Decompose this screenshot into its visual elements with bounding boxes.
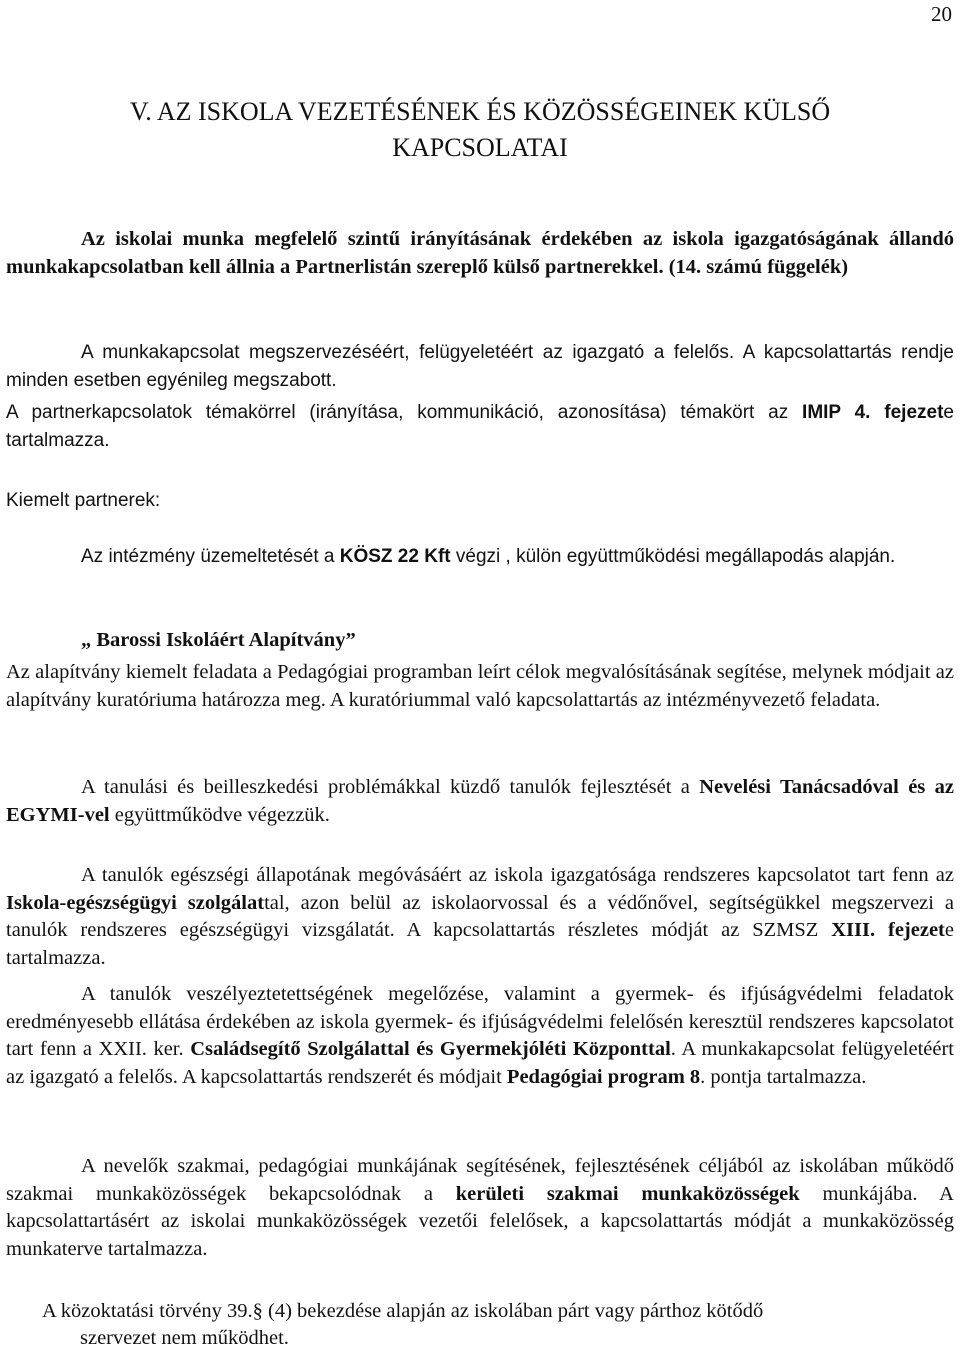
barossi-text: Az alapítvány kiemelt feladata a Pedagógiai programban leírt célok megvalósításának segítése, melynek módjait az alapítvány kuratóriuma határozza meg. A kuratóriummal való kapcsolattartás az intézményvezető feladata. (6, 661, 954, 711)
pedprog-ref: Pedagógiai program 8 (506, 1065, 701, 1088)
responsibility-paragraph (6, 339, 954, 394)
nevelesi-text-c: együttműködve végezzük. (109, 803, 330, 826)
chapter-title-line1: V. AZ ISKOLA VEZETÉSÉNEK ÉS KÖZÖSSÉGEINEK KÜLSŐ (129, 97, 831, 126)
intro-paragraph (6, 226, 954, 281)
veszely-text-a: A tanulók veszélyeztetettségének megelőzése, valamint a gyermek- és ifjúságvédelmi feladatok eredményesebb ellátása érdekében az iskola gyermek- és ifjúságvédelmi felelősén keresztül rendszeres kapcsolatot tart fenn a XXII. ker. (6, 983, 954, 1061)
kosz-name: KÖSZ 22 Kft (339, 546, 451, 567)
nevelesi-paragraph (6, 774, 954, 829)
kosz-text-a: Az intézmény üzemeltetését a (81, 546, 340, 567)
torveny-line1: A közoktatási törvény 39.§ (4) bekezdése alapján az iskolában párt vagy párthoz kötődő (42, 1300, 764, 1322)
responsibility-text: A munkakapcsolat megszervezéséért, felügyeletéért az igazgató a felelős. A kapcsolattartás rendje minden esetben egyénileg megszabott. (6, 342, 954, 391)
veszely-text-c: . A munkakapcsolat felügyeletéért az igazgató a felelős. A kapcsolattartás rendszerét és módjait (6, 1038, 954, 1088)
szakmai-text-c: munkájába. A kapcsolattartásért az iskolai munkaközösségek vezetői felelősek, a kapcsolattartás módját a munkaközösség munkaterve tartalmazza. (6, 1182, 954, 1260)
barossi-title (6, 627, 954, 655)
kosz-paragraph (6, 543, 954, 571)
nevelesi-name: Nevelési Tanácsadóval és az EGYMI-vel (6, 776, 954, 826)
egeszseg-name: Iskola-egészségügyi szolgálat (6, 891, 265, 914)
kosz-text-c: végzi , külön együttműködési megállapodás alapján. (450, 546, 896, 567)
imip-text: A partnerkapcsolatok témakörrel (irányítása, kommunikáció, azonosítása) témakört az (6, 402, 803, 423)
egeszseg-text-e: e tartalmazza. (6, 919, 954, 969)
page-number: 20 (931, 2, 952, 26)
egeszseg-text-c: tal, azon belül az iskolaorvossal és a védőnővel, segítségükkel megszervezi a tanulók rendszeres egészségügyi vizsgálatát. A kapcsolattartás részletes módját az SZMSZ (6, 891, 954, 942)
nevelesi-text-a: A tanulási és beilleszkedési problémákkal küzdő tanulók fejlesztését a (81, 776, 700, 798)
szmsz-ref: XIII. fejezet (831, 919, 945, 942)
imip-paragraph (6, 399, 954, 454)
kiemelt-partnerek-label (6, 487, 954, 515)
barossi-title-text: „ Barossi Iskoláért Alapítvány” (81, 629, 356, 651)
szakmai-text-a: A nevelők szakmai, pedagógiai munkájának segítésének, fejlesztésének céljából az iskolában működő szakmai munkaközösségek bekapcsolódnak a (6, 1155, 954, 1205)
szakmai-name: kerületi szakmai munkaközösségek (455, 1182, 800, 1205)
chapter-title-line2: KAPCSOLATAI (392, 133, 568, 162)
intro-text: Az iskolai munka megfelelő szintű irányításának érdekében az iskola igazgatóságának állandó munkakapcsolatban kell állnia a Partnerlistán szereplő külső partnerekkel. (14. számú függelék) (6, 228, 954, 278)
szakmai-paragraph (6, 1153, 954, 1263)
imip-ref: IMIP 4. fejezet (802, 402, 944, 423)
imip-suffix: e tartalmazza. (6, 402, 954, 451)
veszely-paragraph (6, 981, 954, 1091)
egeszseg-text-a: A tanulók egészségi állapotának megóvásáért az iskola igazgatósága rendszeres kapcsolatot tart fenn az (81, 864, 954, 886)
veszely-text-e: . pontja tartalmazza. (700, 1065, 867, 1088)
csaladsegito-name: Családsegítő Szolgálattal és Gyermekjóléti Központtal (190, 1038, 671, 1061)
kiemelt-label-text: Kiemelt partnerek: (6, 490, 161, 511)
barossi-paragraph (6, 659, 954, 714)
torveny-line2: szervezet nem működhet. (80, 1327, 289, 1349)
egeszseg-paragraph (6, 862, 954, 972)
